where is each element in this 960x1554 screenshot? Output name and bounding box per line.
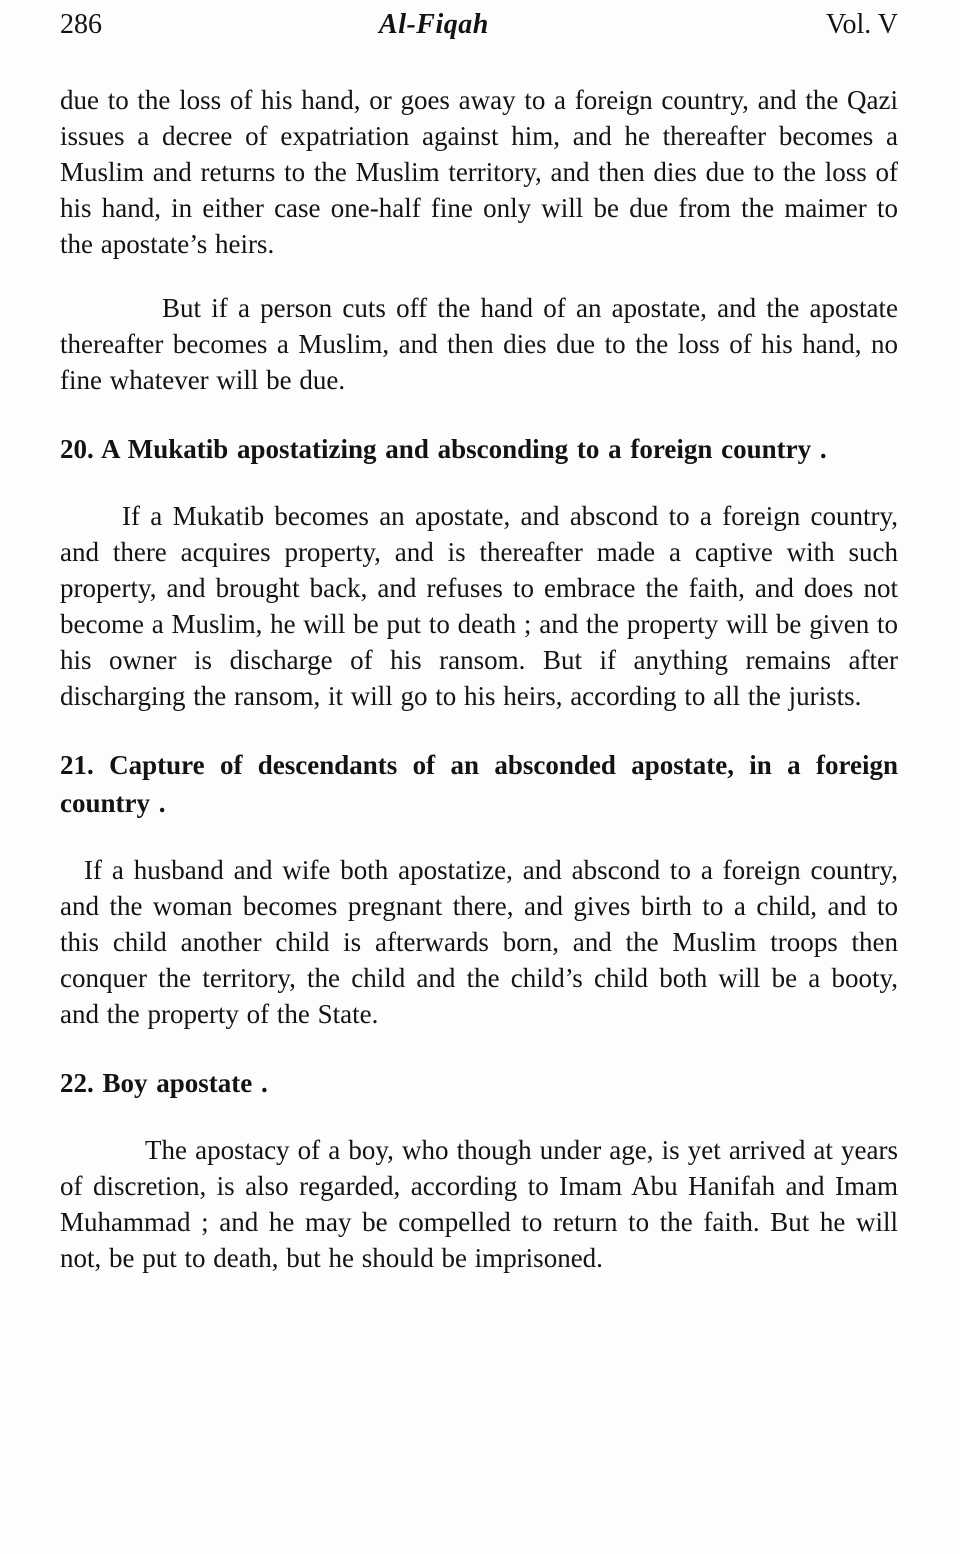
- paragraph: The apostacy of a boy, who though under age, is yet arrived at years of discretion, is also regarded, according to Imam Abu Hanifah and Imam Muhammad ; and he may be compelled to return to the faith. But he will not, be put to death, but he should be imprisoned.: [60, 1135, 898, 1273]
- page-number: 286: [60, 9, 102, 40]
- section-heading-20: 20. A Mukatib apostatizing and absconding to a foreign country .: [60, 434, 827, 464]
- page-header: [60, 8, 898, 42]
- section-heading-21: 21. Capture of descendants of an absconded apostate, in a foreign country .: [60, 750, 898, 818]
- paragraph: If a husband and wife both apostatize, and abscond to a foreign country, and the woman becomes pregnant there, and gives birth to a child, and to this child another child is afterwards born, and the Muslim troops then conquer the territory, the child and the child’s child both will be a booty, and the property of the State.: [60, 855, 898, 1029]
- paragraph: But if a person cuts off the hand of an apostate, and the apostate thereafter becomes a Muslim, and then dies due to the loss of his hand, no fine whatever will be due.: [60, 293, 898, 395]
- book-title: Al-Fiqah: [379, 9, 489, 40]
- paragraph: If a Mukatib becomes an apostate, and abscond to a foreign country, and there acquires property, and is thereafter made a captive with such property, and brought back, and refuses to embrace the faith, and does not become a Muslim, he will be put to death ; and the property will be given to his owner is discharge of his ransom. But if anything remains after discharging the ransom, it will go to his heirs, according to all the jurists.: [60, 501, 898, 711]
- paragraph-continuation: due to the loss of his hand, or goes away to a foreign country, and the Qazi issues a decree of expatriation against him, and he thereafter becomes a Muslim and returns to the Muslim territory, and then dies due to the loss of his hand, in either case one-half fine only will be due from the maimer to the apostate’s heirs.: [60, 85, 898, 259]
- section-heading-22: 22. Boy apostate .: [60, 1068, 268, 1098]
- volume-label: Vol. V: [825, 9, 898, 40]
